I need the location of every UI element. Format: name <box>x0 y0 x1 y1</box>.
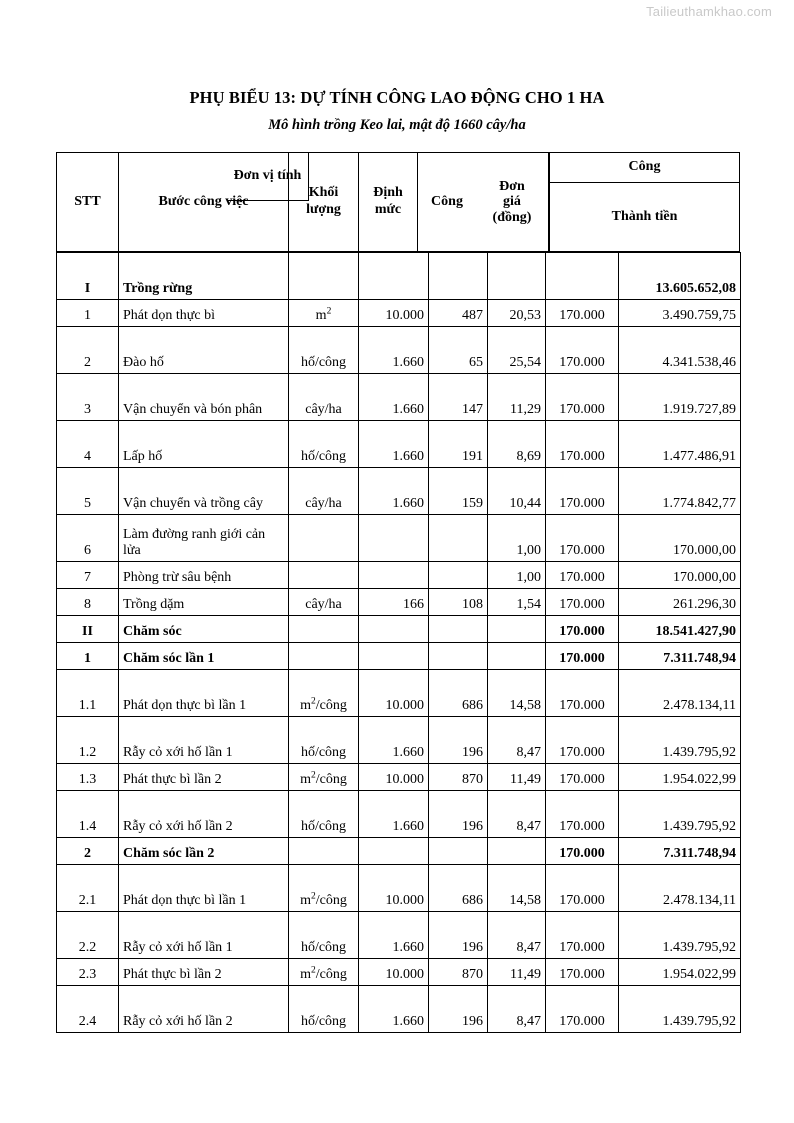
cell-unit-price: 170.000 <box>546 865 619 912</box>
cell-unit-price: 170.000 <box>546 717 619 764</box>
cell-cong: 8,47 <box>488 986 546 1033</box>
labor-cost-table <box>56 152 740 1033</box>
table-row <box>57 791 741 838</box>
cell-cong: 20,53 <box>488 300 546 327</box>
cell-norm <box>429 643 488 670</box>
cell-norm: 196 <box>429 717 488 764</box>
cell-stt: 2.3 <box>57 959 119 986</box>
cell-stt: 2.1 <box>57 865 119 912</box>
cell-work-step: Rẫy cỏ xới hố lần 1 <box>119 717 289 764</box>
cell-cong: 8,69 <box>488 421 546 468</box>
cell-cong: 8,47 <box>488 912 546 959</box>
table-row <box>57 717 741 764</box>
cell-quantity: 10.000 <box>359 959 429 986</box>
cell-work-step: Phòng trừ sâu bệnh <box>119 562 289 589</box>
cell-quantity: 1.660 <box>359 986 429 1033</box>
cell-quantity: 1.660 <box>359 327 429 374</box>
unit-superscript: 2 <box>311 770 316 781</box>
table-row <box>57 959 741 986</box>
cell-norm: 487 <box>429 300 488 327</box>
cell-quantity <box>359 562 429 589</box>
table-row <box>57 327 741 374</box>
cell-unit <box>289 515 359 562</box>
cell-quantity: 166 <box>359 589 429 616</box>
cell-quantity <box>359 253 429 300</box>
cell-norm: 196 <box>429 912 488 959</box>
cell-stt: 3 <box>57 374 119 421</box>
cell-stt: 1.2 <box>57 717 119 764</box>
cell-norm: 870 <box>429 764 488 791</box>
cell-quantity: 1.660 <box>359 791 429 838</box>
table-row <box>57 616 741 643</box>
cell-cong: 1,00 <box>488 515 546 562</box>
cell-unit-price: 170.000 <box>546 468 619 515</box>
table-row <box>57 670 741 717</box>
cell-quantity <box>359 838 429 865</box>
cell-unit: hố/công <box>289 717 359 764</box>
table-row <box>57 643 741 670</box>
cell-unit-price: 170.000 <box>546 764 619 791</box>
unit-superscript: 2 <box>326 306 332 317</box>
cell-unit: $m^2$/công <box>289 764 359 791</box>
cell-total-amount: 3.490.759,75 <box>619 300 741 327</box>
cell-norm: 147 <box>429 374 488 421</box>
cell-stt: 2 <box>57 838 119 865</box>
cell-total-amount: 2.478.134,11 <box>619 865 741 912</box>
cell-quantity: 1.660 <box>359 421 429 468</box>
table-header <box>56 152 740 252</box>
cell-unit-price: 170.000 <box>546 300 619 327</box>
table-row <box>57 838 741 865</box>
cell-cong <box>488 253 546 300</box>
cell-work-step: Chăm sóc lần 1 <box>119 643 289 670</box>
cell-norm: 686 <box>429 865 488 912</box>
table-row <box>57 589 741 616</box>
cell-norm <box>429 562 488 589</box>
cell-stt: 1 <box>57 300 119 327</box>
table-row <box>57 374 741 421</box>
cell-unit <box>289 562 359 589</box>
cell-stt: 1 <box>57 643 119 670</box>
cell-unit: hố/công <box>289 986 359 1033</box>
table-row <box>57 764 741 791</box>
cell-unit: hố/công <box>289 327 359 374</box>
cell-unit: $m^2$/công <box>289 670 359 717</box>
cell-norm: 686 <box>429 670 488 717</box>
cell-total-amount: 1.477.486,91 <box>619 421 741 468</box>
cell-stt: 1.3 <box>57 764 119 791</box>
cell-work-step: Phát thực bì lần 2 <box>119 959 289 986</box>
cell-work-step: Làm đường ranh giới cản lửa <box>119 515 289 562</box>
header-unit-price-line3: (đồng) <box>492 210 532 226</box>
cell-work-step: Phát dọn thực bì lần 1 <box>119 670 289 717</box>
table-row <box>57 253 741 300</box>
cell-stt: II <box>57 616 119 643</box>
cell-unit: $m^2$/công <box>289 865 359 912</box>
cell-work-step: Lấp hố <box>119 421 289 468</box>
cell-work-step: Đào hố <box>119 327 289 374</box>
cell-cong <box>488 838 546 865</box>
cell-stt: 4 <box>57 421 119 468</box>
cell-total-amount: 1.439.795,92 <box>619 791 741 838</box>
cell-stt: 6 <box>57 515 119 562</box>
table-row <box>57 421 741 468</box>
table-row <box>57 562 741 589</box>
cell-quantity: 1.660 <box>359 717 429 764</box>
cell-work-step: Chăm sóc lần 2 <box>119 838 289 865</box>
cell-norm <box>429 253 488 300</box>
cell-quantity: 1.660 <box>359 374 429 421</box>
cell-total-amount: 4.341.538,46 <box>619 327 741 374</box>
cell-stt: 7 <box>57 562 119 589</box>
cell-total-amount: 170.000,00 <box>619 515 741 562</box>
cell-norm: 108 <box>429 589 488 616</box>
cell-unit: hố/công <box>289 421 359 468</box>
header-group-cong: Công <box>549 153 739 183</box>
cell-work-step: Phát dọn thực bì <box>119 300 289 327</box>
cell-stt: I <box>57 253 119 300</box>
cell-stt: 8 <box>57 589 119 616</box>
cell-unit: hố/công <box>289 912 359 959</box>
cell-cong: 8,47 <box>488 717 546 764</box>
cell-stt: 1.4 <box>57 791 119 838</box>
header-total-amount: Thành tiền <box>549 183 739 251</box>
cell-unit-price: 170.000 <box>546 791 619 838</box>
cell-total-amount: 1.439.795,92 <box>619 912 741 959</box>
cell-total-amount: 1.919.727,89 <box>619 374 741 421</box>
table-row <box>57 515 741 562</box>
cell-unit-price: 170.000 <box>546 562 619 589</box>
cell-total-amount: 1.774.842,77 <box>619 468 741 515</box>
cell-total-amount: 13.605.652,08 <box>619 253 741 300</box>
cell-cong: 25,54 <box>488 327 546 374</box>
cell-unit: cây/ha <box>289 589 359 616</box>
header-unit-price-line1: Đơn <box>499 178 525 194</box>
cell-work-step: Trồng rừng <box>119 253 289 300</box>
cell-stt: 2.4 <box>57 986 119 1033</box>
cell-cong <box>488 643 546 670</box>
header-quantity: Khối lượng <box>289 153 359 251</box>
header-unit-price <box>476 153 549 251</box>
header-unit-price-line2: giá <box>503 194 521 210</box>
cell-quantity: 10.000 <box>359 300 429 327</box>
header-work-step: Bước công việc <box>119 153 289 251</box>
cell-stt: 5 <box>57 468 119 515</box>
cell-stt: 1.1 <box>57 670 119 717</box>
cell-unit-price: 170.000 <box>546 589 619 616</box>
cell-unit <box>289 253 359 300</box>
cell-norm <box>429 838 488 865</box>
cell-unit <box>289 616 359 643</box>
cell-quantity: 10.000 <box>359 670 429 717</box>
cell-quantity: 1.660 <box>359 912 429 959</box>
cell-unit-price: 170.000 <box>546 959 619 986</box>
cell-cong: 11,29 <box>488 374 546 421</box>
cell-total-amount: 170.000,00 <box>619 562 741 589</box>
unit-superscript: 2 <box>311 965 316 976</box>
table-row <box>57 468 741 515</box>
cell-norm: 65 <box>429 327 488 374</box>
table-row <box>57 912 741 959</box>
cell-unit-price: 170.000 <box>546 421 619 468</box>
title-block <box>0 88 794 134</box>
cell-total-amount: 1.954.022,99 <box>619 959 741 986</box>
cell-cong: 1,54 <box>488 589 546 616</box>
cell-quantity: 1.660 <box>359 468 429 515</box>
unit-superscript: 2 <box>311 891 316 902</box>
cell-unit-price: 170.000 <box>546 374 619 421</box>
cell-quantity: 10.000 <box>359 865 429 912</box>
header-norm: Định mức <box>359 153 418 251</box>
cell-work-step: Phát thực bì lần 2 <box>119 764 289 791</box>
cell-unit: $m^2$/công <box>289 959 359 986</box>
cell-norm <box>429 515 488 562</box>
cell-norm: 196 <box>429 986 488 1033</box>
cell-cong: 8,47 <box>488 791 546 838</box>
cell-norm: 159 <box>429 468 488 515</box>
cell-total-amount: 2.478.134,11 <box>619 670 741 717</box>
header-cong: Công <box>431 193 463 209</box>
cell-cong: 1,00 <box>488 562 546 589</box>
cell-cong: 14,58 <box>488 865 546 912</box>
table-body <box>56 252 741 1033</box>
site-watermark: Tailieuthamkhao.com <box>646 4 772 19</box>
cell-work-step: Phát dọn thực bì lần 1 <box>119 865 289 912</box>
table-row <box>57 300 741 327</box>
cell-quantity: 10.000 <box>359 764 429 791</box>
cell-stt: 2.2 <box>57 912 119 959</box>
header-unit-column <box>227 201 289 251</box>
table-row <box>57 865 741 912</box>
cell-unit: cây/ha <box>289 468 359 515</box>
cell-norm <box>429 616 488 643</box>
cell-unit <box>289 838 359 865</box>
cell-cong: 11,49 <box>488 959 546 986</box>
cell-unit-price: 170.000 <box>546 912 619 959</box>
cell-total-amount: 261.296,30 <box>619 589 741 616</box>
page-subtitle: Mô hình trồng Keo lai, mật độ 1660 cây/ha <box>268 116 526 133</box>
cell-work-step: Chăm sóc <box>119 616 289 643</box>
cell-unit: hố/công <box>289 791 359 838</box>
cell-stt: 2 <box>57 327 119 374</box>
cell-quantity <box>359 616 429 643</box>
page-title: PHỤ BIỂU 13: DỰ TÍNH CÔNG LAO ĐỘNG CHO 1 HA <box>189 88 605 107</box>
cell-cong: 10,44 <box>488 468 546 515</box>
cell-quantity <box>359 643 429 670</box>
cell-unit: $m^2$ <box>289 300 359 327</box>
cell-unit-price <box>546 253 619 300</box>
cell-cong <box>488 616 546 643</box>
unit-superscript: 2 <box>311 696 316 707</box>
cell-work-step: Rẫy cỏ xới hố lần 1 <box>119 912 289 959</box>
cell-unit-price: 170.000 <box>546 515 619 562</box>
cell-norm: 870 <box>429 959 488 986</box>
cell-total-amount: 18.541.427,90 <box>619 616 741 643</box>
cell-unit-price: 170.000 <box>546 986 619 1033</box>
table-row <box>57 986 741 1033</box>
cell-norm: 191 <box>429 421 488 468</box>
cell-unit-price: 170.000 <box>546 643 619 670</box>
cell-unit-price: 170.000 <box>546 670 619 717</box>
cell-total-amount: 7.311.748,94 <box>619 838 741 865</box>
cell-quantity <box>359 515 429 562</box>
header-unit: Đơn vị tính <box>227 153 309 201</box>
cell-work-step: Rẫy cỏ xới hố lần 2 <box>119 986 289 1033</box>
cell-work-step: Vận chuyển và bón phân <box>119 374 289 421</box>
cell-unit-price: 170.000 <box>546 616 619 643</box>
cell-total-amount: 1.954.022,99 <box>619 764 741 791</box>
cell-unit: cây/ha <box>289 374 359 421</box>
header-stt: STT <box>57 153 119 251</box>
cell-work-step: Vận chuyển và trồng cây <box>119 468 289 515</box>
cell-total-amount: 7.311.748,94 <box>619 643 741 670</box>
cell-unit <box>289 643 359 670</box>
cell-work-step: Rẫy cỏ xới hố lần 2 <box>119 791 289 838</box>
cell-cong: 14,58 <box>488 670 546 717</box>
cell-work-step: Trồng dặm <box>119 589 289 616</box>
cell-unit-price: 170.000 <box>546 838 619 865</box>
cell-cong: 11,49 <box>488 764 546 791</box>
cell-norm: 196 <box>429 791 488 838</box>
cell-total-amount: 1.439.795,92 <box>619 986 741 1033</box>
cell-unit-price: 170.000 <box>546 327 619 374</box>
cell-total-amount: 1.439.795,92 <box>619 717 741 764</box>
